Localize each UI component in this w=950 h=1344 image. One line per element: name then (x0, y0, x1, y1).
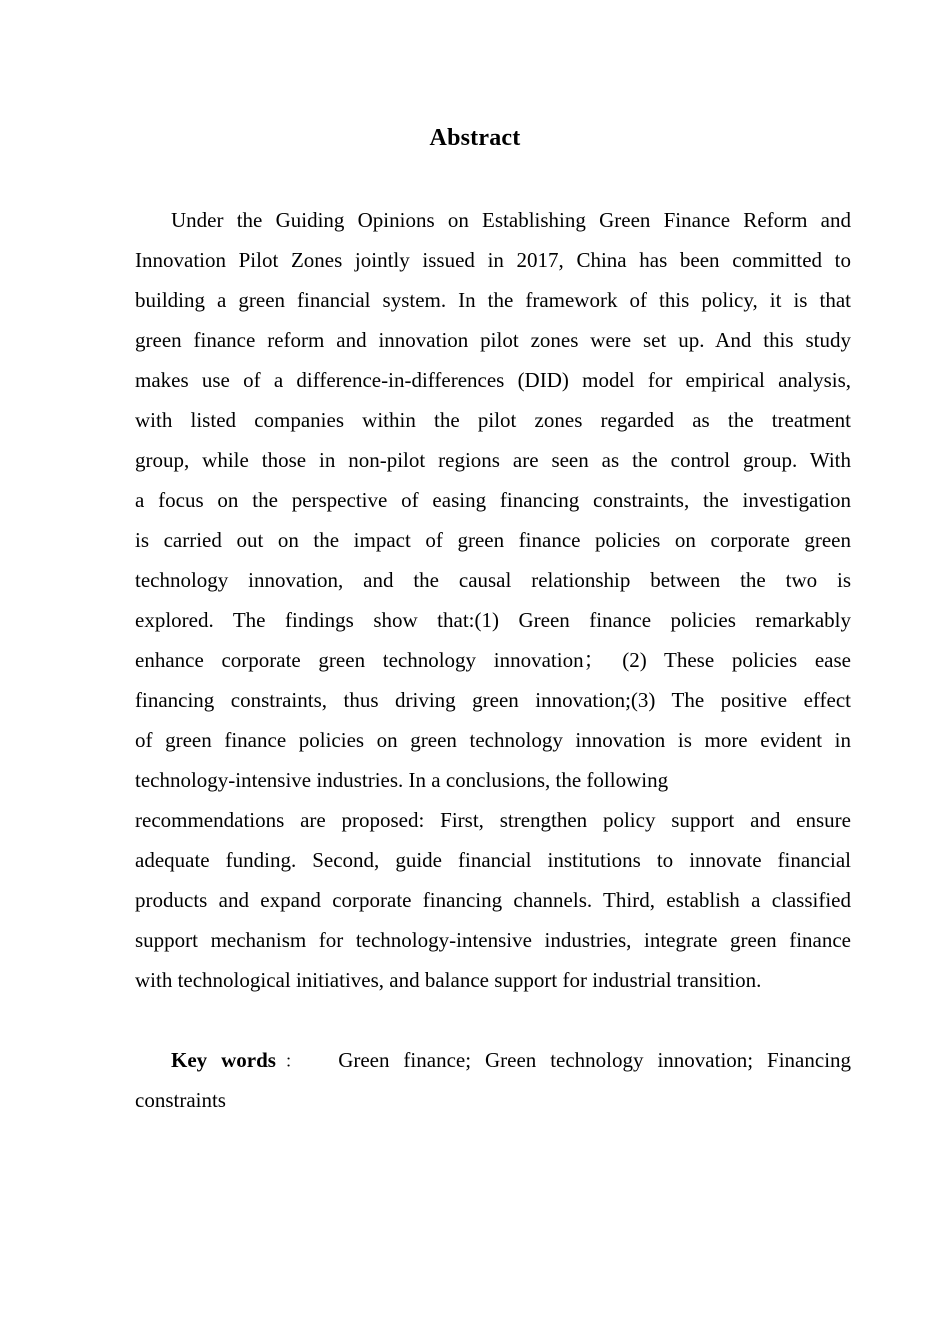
page-title: Abstract (429, 125, 521, 151)
abstract-line (135, 680, 851, 720)
keywords-line-inner (135, 1040, 851, 1082)
abstract-line-text: enhance corporate green technology innovation； (2) These policies ease (135, 648, 851, 672)
abstract-line-text: Under the Guiding Opinions on Establishing Green Finance Reform and (171, 208, 851, 232)
keywords-label: Key words (171, 1048, 276, 1072)
abstract-line-text: Innovation Pilot Zones jointly issued in 2017, China has been committed to (135, 248, 851, 272)
abstract-line-text: technology-intensive industries. In a conclusions, the following (135, 768, 669, 792)
abstract-line (135, 800, 851, 840)
keywords-values: Green finance; Green technology innovation; Financing (338, 1048, 852, 1072)
abstract-line-text: recommendations are proposed: First, strengthen policy support and ensure (135, 808, 851, 832)
abstract-line-text: group, while those in non-pilot regions are seen as the control group. With (135, 448, 851, 472)
abstract-line (135, 880, 851, 920)
abstract-line-text: technology innovation, and the causal relationship between the two is (135, 568, 851, 592)
abstract-line (135, 760, 851, 800)
abstract-line (135, 560, 851, 600)
keywords-separator: ： (275, 1052, 311, 1072)
abstract-line (135, 600, 851, 640)
abstract-line-text: explored. The findings show that:(1) Green finance policies remarkably (135, 608, 851, 632)
keywords-line (135, 1040, 851, 1080)
abstract-line (135, 960, 851, 1000)
abstract-line (135, 360, 851, 400)
abstract-line-text: with listed companies within the pilot zones regarded as the treatment (135, 408, 851, 432)
abstract-line-text: of green finance policies on green technology innovation is more evident in (135, 728, 851, 752)
abstract-line (135, 920, 851, 960)
abstract-line-text: building a green financial system. In the framework of this policy, it is that (135, 288, 851, 312)
abstract-line-text: with technological initiatives, and balance support for industrial transition. (135, 968, 762, 992)
abstract-line (135, 200, 851, 240)
keywords-block (135, 1040, 851, 1120)
keywords-line-text: constraints (135, 1088, 226, 1112)
abstract-line (135, 440, 851, 480)
abstract-line-text: makes use of a difference-in-differences (DID) model for empirical analysis, (135, 368, 851, 392)
abstract-line (135, 520, 851, 560)
abstract-line-text: products and expand corporate financing channels. Third, establish a classified (135, 888, 851, 912)
abstract-line-text: adequate funding. Second, guide financial institutions to innovate financial (135, 848, 851, 872)
abstract-line (135, 280, 851, 320)
abstract-line (135, 840, 851, 880)
abstract-line-text: support mechanism for technology-intensive industries, integrate green finance (135, 928, 851, 952)
abstract-line (135, 480, 851, 520)
abstract-body (135, 200, 851, 1000)
abstract-line (135, 240, 851, 280)
abstract-line-text: a focus on the perspective of easing financing constraints, the investigation (135, 488, 851, 512)
abstract-line (135, 400, 851, 440)
abstract-line (135, 320, 851, 360)
keywords-line (135, 1080, 851, 1120)
abstract-line (135, 720, 851, 760)
abstract-line-text: financing constraints, thus driving green innovation;(3) The positive effect (135, 688, 851, 712)
abstract-line (135, 640, 851, 680)
abstract-line-text: is carried out on the impact of green finance policies on corporate green (135, 528, 851, 552)
abstract-line-text: green finance reform and innovation pilot zones were set up. And this study (135, 328, 851, 352)
